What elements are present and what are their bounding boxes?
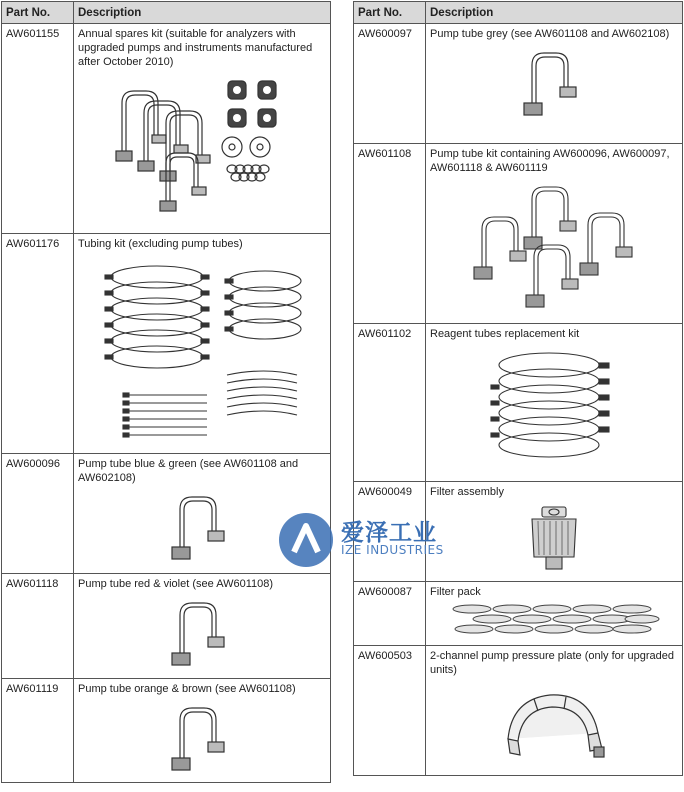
pump-tube-image — [78, 595, 326, 671]
description-text: Pump tube grey (see AW601108 and AW602108) — [430, 28, 670, 40]
part-number: AW600049 — [354, 482, 426, 582]
table-row — [354, 646, 683, 776]
part-number: AW600096 — [2, 454, 74, 574]
tubing-kit-image — [78, 255, 326, 445]
table-row — [354, 582, 683, 646]
pressure-plate-image — [430, 681, 678, 765]
pump-tube-image — [430, 45, 678, 121]
watermark-cn-text: 爱泽工业 — [341, 520, 437, 546]
table-header-row — [2, 2, 331, 24]
description-text: Pump tube blue & green (see AW601108 and AW602108) — [78, 458, 299, 484]
table-row — [354, 324, 683, 482]
header-description: Description — [74, 2, 331, 24]
table-row — [2, 679, 331, 783]
description-text: Pump tube orange & brown (see AW601108) — [78, 683, 296, 695]
description-cell — [426, 482, 683, 582]
description-cell — [74, 24, 331, 234]
description-cell — [426, 24, 683, 144]
part-number: AW601118 — [2, 574, 74, 679]
table-row — [2, 24, 331, 234]
watermark-en-text: IZE INDUSTRIES — [341, 543, 444, 557]
description-cell — [426, 646, 683, 776]
filter-assembly-image — [430, 503, 678, 575]
table-row — [354, 24, 683, 144]
description-text: Pump tube kit containing AW600096, AW600097, AW601118 & AW601119 — [430, 148, 670, 174]
description-cell — [426, 582, 683, 646]
description-text: Reagent tubes replacement kit — [430, 328, 580, 340]
description-text: Filter pack — [430, 586, 481, 598]
header-description: Description — [426, 2, 683, 24]
watermark-logo-icon — [276, 510, 336, 570]
description-cell — [426, 144, 683, 324]
part-number: AW600097 — [354, 24, 426, 144]
table-row — [2, 234, 331, 454]
pump-tube-image — [78, 700, 326, 776]
description-text: Annual spares kit (suitable for analyzers with upgraded pumps and instruments manufactured after October 2010) — [78, 28, 313, 68]
description-cell — [426, 324, 683, 482]
description-cell — [74, 679, 331, 783]
parts-table-right — [353, 1, 683, 776]
part-number: AW600087 — [354, 582, 426, 646]
description-text: Pump tube red & violet (see AW601108) — [78, 578, 274, 590]
annual-spares-kit-image — [78, 73, 326, 218]
part-number: AW601176 — [2, 234, 74, 454]
table-row — [354, 144, 683, 324]
description-text: Tubing kit (excluding pump tubes) — [78, 238, 243, 250]
part-number: AW600503 — [354, 646, 426, 776]
parts-table-left — [1, 1, 331, 783]
part-number: AW601108 — [354, 144, 426, 324]
description-cell — [74, 234, 331, 454]
description-text: 2-channel pump pressure plate (only for upgraded units) — [430, 650, 674, 676]
header-part-no: Part No. — [354, 2, 426, 24]
watermark — [276, 508, 446, 572]
pump-tube-kit-image — [430, 179, 678, 314]
filter-pack-image — [430, 603, 678, 637]
description-text: Filter assembly — [430, 486, 504, 498]
reagent-tubes-image — [430, 345, 678, 465]
part-number: AW601155 — [2, 24, 74, 234]
table-header-row — [354, 2, 683, 24]
header-part-no: Part No. — [2, 2, 74, 24]
description-cell — [74, 574, 331, 679]
part-number: AW601102 — [354, 324, 426, 482]
part-number: AW601119 — [2, 679, 74, 783]
table-row — [2, 574, 331, 679]
